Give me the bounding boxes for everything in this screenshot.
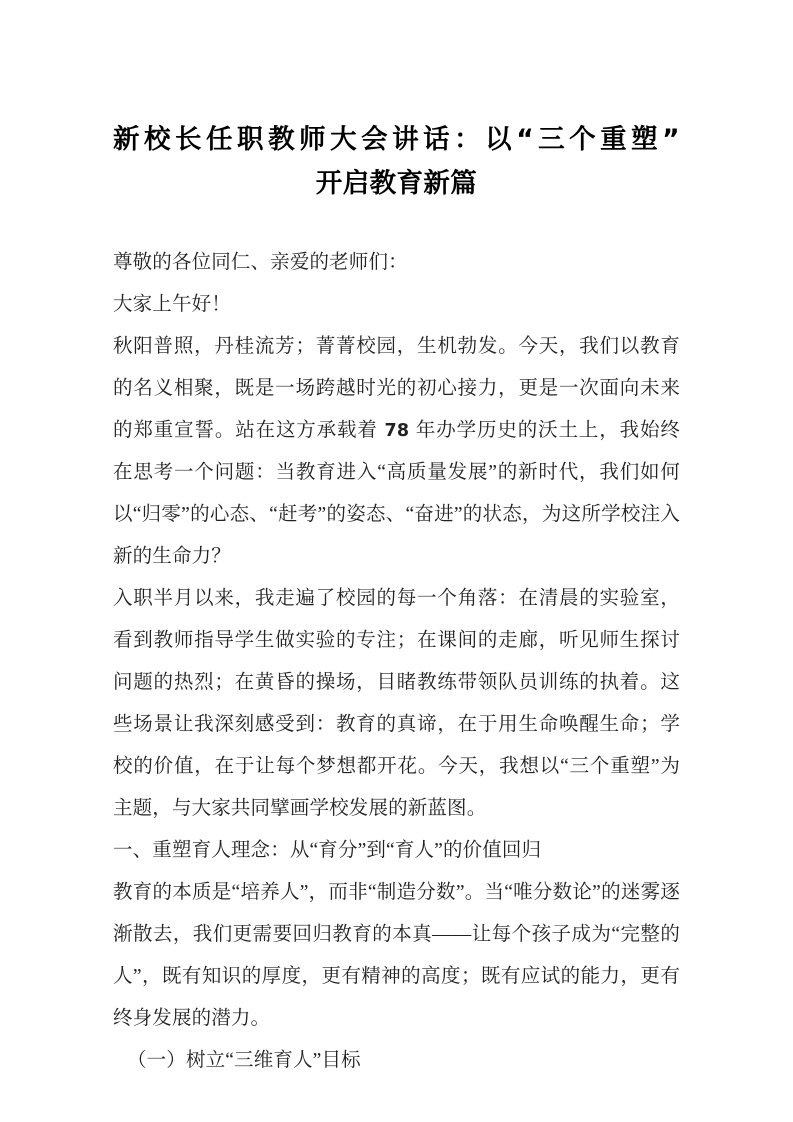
page-title bbox=[113, 0, 680, 206]
paragraph-greeting: 大家上午好！ bbox=[113, 294, 231, 315]
paragraph-section-one-body: 教育的本质是“培养人”，而非“制造分数”。当“唯分数论”的迷雾逐渐散去，我们更需要回归教育的本真——让每个孩子成为“完整的人”，既有知识的厚度，更有精神的高度；既有应试的能力，更有终身发展的潜力。 bbox=[113, 882, 680, 1029]
page-title-line-1: 新校长任职教师大会讲话：以“三个重塑” bbox=[113, 124, 680, 155]
page-title-line-2: 开启教育新篇 bbox=[315, 168, 478, 199]
paragraph-salutation: 尊敬的各位同仁、亲爱的老师们： bbox=[113, 252, 408, 273]
document-body bbox=[113, 206, 680, 1082]
paragraph-campus-tour: 入职半月以来，我走遍了校园的每一个角落：在清晨的实验室，看到教师指导学生做实验的专注；在课间的走廊，听见师生探讨问题的热烈；在黄昏的操场，目睹教练带领队员训练的执着。这些场景让我深刻感受到：教育的真谛，在于用生命唤醒生命；学校的价值，在于让每个梦想都开花。今天，我想以“三个重塑”为主题，与大家共同擘画学校发展的新蓝图。 bbox=[113, 588, 680, 819]
paragraph-opening: 秋阳普照，丹桂流芳；菁菁校园，生机勃发。今天，我们以教育的名义相聚，既是一场跨越时光的初心接力，更是一次面向未来的郑重宣誓。站在这方承载着 78 年办学历史的沃土上，我始终在思考一个问题：当教育进入“高质量发展”的新时代，我们如何以“归零”的心态、“赶考”的姿态、“奋进”的状态，为这所学校注入新的生命力？ bbox=[113, 336, 680, 567]
section-heading-one: 一、重塑育人理念：从“育分”到“育人”的价值回归 bbox=[113, 840, 542, 861]
page-content bbox=[113, 0, 680, 1082]
subsection-heading-one: （一）树立“三维育人”目标 bbox=[127, 1050, 361, 1071]
